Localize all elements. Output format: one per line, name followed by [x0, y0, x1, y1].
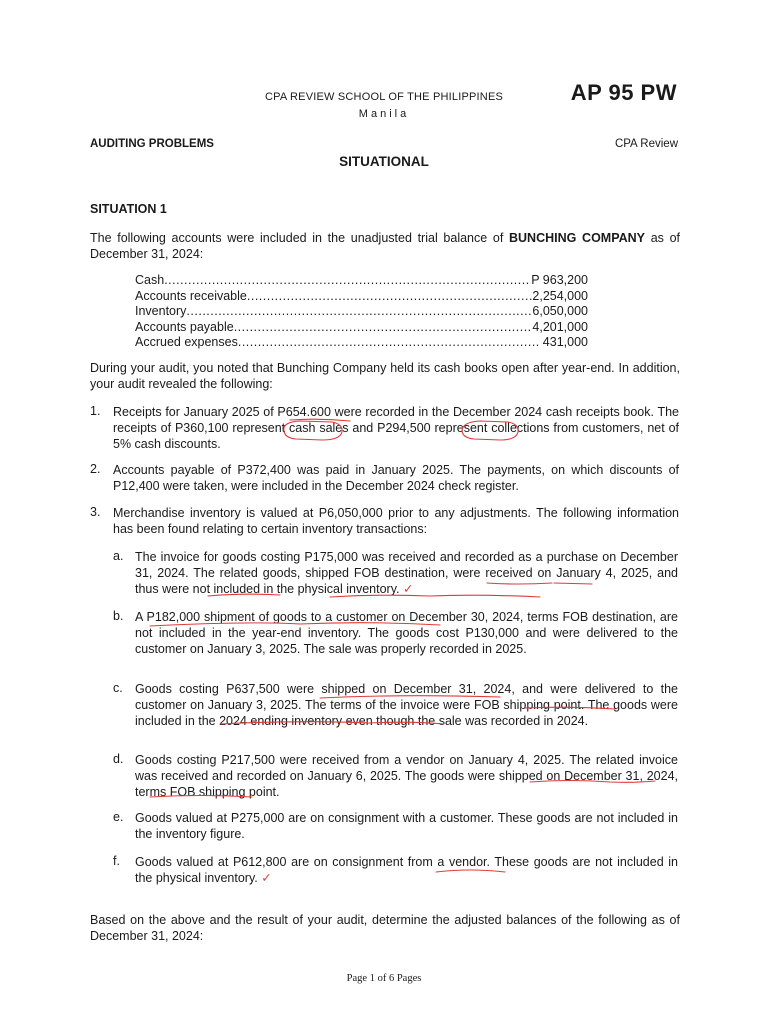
subitem-text: Goods valued at P612,800 are on consignment from a vendor. These goods are not included in the physical inventory. ✓	[135, 855, 678, 885]
subitem-text: The invoice for goods costing P175,000 was received and recorded as a purchase on December 31, 2024. The related goods, shipped FOB destination, were received on January 4, 2025, and thus were not included in the physical inventory. ✓	[135, 550, 678, 596]
item-number: 1.	[90, 404, 101, 418]
review-label: CPA Review	[614, 138, 678, 150]
check-mark-icon: ✓	[399, 582, 414, 596]
school-city: Manila	[358, 108, 410, 120]
subitem-text: Goods costing P217,500 were received from a vendor on January 4, 2025. The related invoice was received and recorded on January 6, 2025. The goods were shipped on December 31, 2024, terms FOB shipping point.	[135, 753, 678, 799]
check-mark-icon: ✓	[257, 871, 272, 885]
company-name: BUNCHING COMPANY	[509, 231, 646, 245]
page-footer: Page 1 of 6 Pages	[346, 973, 422, 984]
subitem-letter: d.	[113, 752, 124, 766]
situation-heading: SITUATION 1	[90, 202, 167, 216]
subitem-text: Goods costing P637,500 were shipped on December 31, 2024, and were delivered to the customer on January 3, 2025. The terms of the invoice were FOB shipping point. The goods were included in the 2024 ending inventory even though the sale was recorded in 2024.	[135, 682, 678, 728]
item-text: Accounts payable of P372,400 was paid in January 2025. The payments, on which discounts of P12,400 were taken, were included in the December 2024 check register.	[113, 463, 679, 493]
ledger-row-receivable: Accounts receivable ..... 2,254,000	[135, 289, 588, 305]
audit-note-paragraph: During your audit, you noted that Bunching Company held its cash books open after year-end. In addition, your audit revealed the following:	[90, 361, 680, 391]
school-name: CPA REVIEW SCHOOL OF THE PHILIPPINES	[264, 91, 504, 103]
subject-label: AUDITING PROBLEMS	[90, 138, 214, 150]
trial-balance-list	[135, 273, 588, 351]
document-code: AP 95 PW	[570, 80, 677, 105]
ledger-row-payable: Accounts payable ..... 4,201,000	[135, 320, 588, 336]
subitem-letter: e.	[113, 810, 124, 824]
ledger-row-inventory: Inventory ..... 6,050,000	[135, 304, 588, 320]
subitem-text: A P182,000 shipment of goods to a customer on December 30, 2024, terms FOB destination, are not included in the year-end inventory. The goods cost P130,000 and were delivered to the customer on January 3, 2025. The sale was properly recorded in 2025.	[135, 610, 678, 656]
item-number: 2.	[90, 462, 101, 476]
subitem-letter: f.	[113, 854, 120, 868]
subitem-letter: b.	[113, 609, 124, 623]
subitem-letter: a.	[113, 549, 124, 563]
item-number: 3.	[90, 505, 101, 519]
subitem-text: Goods valued at P275,000 are on consignment with a customer. These goods are not included in the inventory figure.	[135, 811, 678, 841]
item-text: Receipts for January 2025 of P654.600 were recorded in the December 2024 cash receipts book. The receipts of P360,100 represent cash sales and P294,500 represent collections from customers, net of 5% cash discounts.	[113, 405, 679, 451]
ledger-row-accrued: Accrued expenses ..... 431,000	[135, 335, 588, 351]
document-title: SITUATIONAL	[339, 154, 429, 169]
ledger-row-cash: Cash ..... P 963,200	[135, 273, 588, 289]
subitem-letter: c.	[113, 681, 123, 695]
intro-paragraph: The following accounts were included in the unadjusted trial balance of BUNCHING COMPANY as of December 31, 2024:	[90, 231, 681, 261]
conclusion-paragraph: Based on the above and the result of your audit, determine the adjusted balances of the following as of December 31, 2024:	[90, 913, 680, 943]
item-text: Merchandise inventory is valued at P6,050,000 prior to any adjustments. The following information has been found relating to certain inventory transactions:	[113, 506, 679, 536]
